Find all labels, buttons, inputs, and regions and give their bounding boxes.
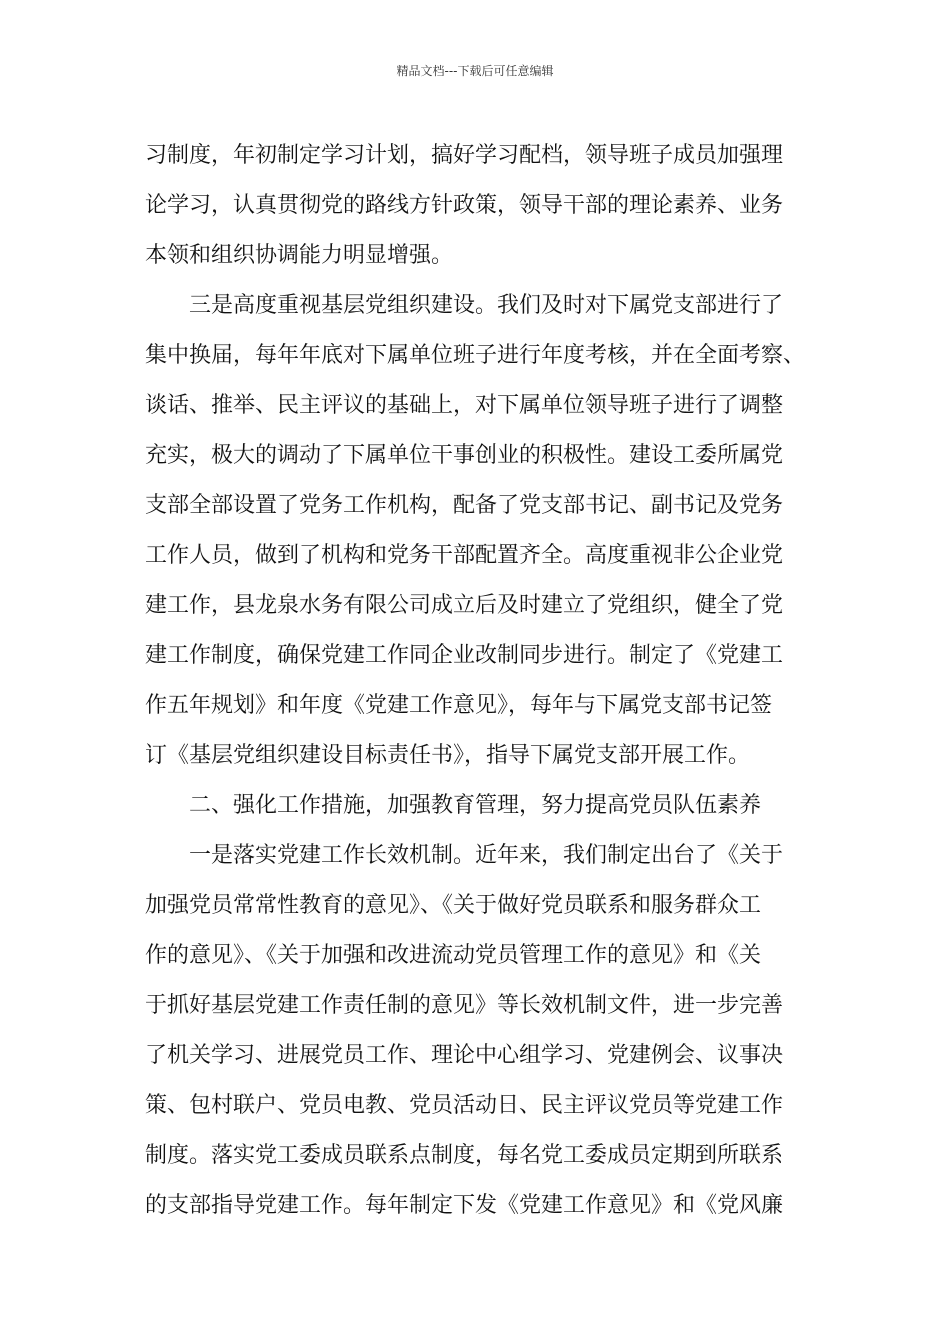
text-line: 加强党员常常性教育的意见》、《关于做好党员联系和服务群众工 xyxy=(145,893,762,918)
text-line: 作五年规划》和年度《党建工作意见》，每年与下属党支部书记签 xyxy=(145,693,773,718)
text-line: 谈话、推举、民主评议的基础上，对下属单位领导班子进行了调整 xyxy=(145,393,784,418)
text-line: 支部全部设置了党务工作机构，配备了党支部书记、副书记及党务 xyxy=(145,493,784,518)
text-line: 本领和组织协调能力明显增强。 xyxy=(145,243,454,268)
text-line: 建工作制度，确保党建工作同企业改制同步进行。制定了《党建工 xyxy=(145,643,784,668)
paragraph-first-line: 三是高度重视基层党组织建设。我们及时对下属党支部进行了 xyxy=(189,293,784,318)
text-line: 于抓好基层党建工作责任制的意见》等长效机制文件，进一步完善 xyxy=(145,993,784,1018)
text-line: 充实，极大的调动了下属单位干事创业的积极性。建设工委所属党 xyxy=(145,443,784,468)
text-line: 策、包村联户、党员电教、党员活动日、民主评议党员等党建工作 xyxy=(145,1093,784,1118)
section-heading: 二、强化工作措施，加强教育管理，努力提高党员队伍素养 xyxy=(189,793,762,818)
text-line: 作的意见》、《关于加强和改进流动党员管理工作的意见》和《关 xyxy=(145,943,762,968)
text-line: 习制度，年初制定学习计划，搞好学习配档，领导班子成员加强理 xyxy=(145,143,784,168)
text-line: 订《基层党组织建设目标责任书》，指导下属党支部开展工作。 xyxy=(145,743,751,768)
text-line: 制度。落实党工委成员联系点制度，每名党工委成员定期到所联系 xyxy=(145,1143,784,1168)
text-line: 工作人员，做到了机构和党务干部配置齐全。高度重视非公企业党 xyxy=(145,543,784,568)
text-line: 集中换届，每年年底对下属单位班子进行年度考核，并在全面考察、 xyxy=(145,343,806,368)
page-header: 精品文档---下载后可任意编辑 xyxy=(396,64,554,78)
paragraph-first-line: 一是落实党建工作长效机制。近年来，我们制定出台了《关于 xyxy=(189,843,784,868)
text-line: 论学习，认真贯彻党的路线方针政策，领导干部的理论素养、业务 xyxy=(145,193,784,218)
text-line: 了机关学习、进展党员工作、理论中心组学习、党建例会、议事决 xyxy=(145,1043,784,1068)
text-line: 建工作，县龙泉水务有限公司成立后及时建立了党组织，健全了党 xyxy=(145,593,784,618)
text-line: 的支部指导党建工作。每年制定下发《党建工作意见》和《党风廉 xyxy=(145,1193,784,1218)
document-body xyxy=(145,131,815,1231)
